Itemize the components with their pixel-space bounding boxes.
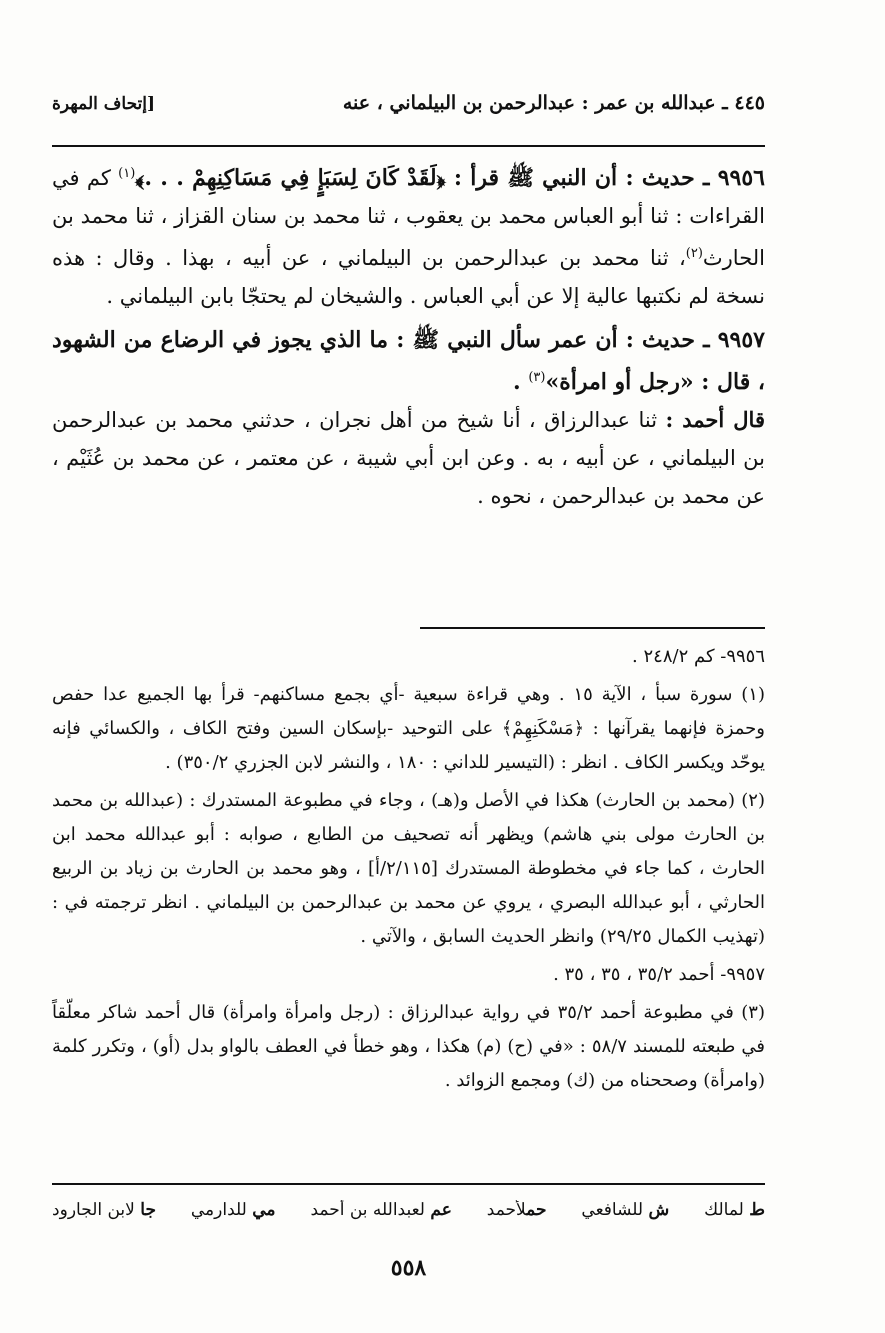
footnote: ٩٩٥٧- أحمد ٣٥/٢ ، ٣٥ ، ٣٥ .	[553, 964, 765, 985]
sigla-item: حملأحمد	[486, 1200, 547, 1220]
book-title: [إتحاف المهرة	[52, 94, 156, 114]
main-text	[52, 155, 765, 515]
hadith-text-block	[52, 401, 765, 515]
footnote-ref: (١)	[118, 166, 136, 181]
footnote: (٢) (محمد بن الحارث) هكذا في الأصل و(هـ) ، وجاء في مطبوعة المستدرك : (عبدالله بن محمد بن الحارث مولى بني هاشم) ويظهر أنه تصحيف من الطابع ، صوابه : أبو عبدالله محمد ابن الحارث ، كما جاء في مخطوطة المستدرك [٢/١١٥/أ] ، وهو محمد بن الحارث بن زياد بن الربيع الحارثي ، أبو عبدالله البصري ، يروي عن محمد بن عبدالرحمن بن البيلماني . انظر ترجمته في : (تهذيب الكمال ٢٩/٢٥) وانظر الحديث السابق ، والآتي .	[52, 790, 765, 947]
footnotes-rule	[420, 627, 765, 629]
footnote-ref: (٣)	[528, 370, 546, 385]
footnote: (٣) في مطبوعة أحمد ٣٥/٢ في رواية عبدالرزاق : (رجل وامرأة وامرأة) قال أحمد شاكر معلّقاً في طبعته للمسند ٥٨/٧ : «في (ح) (م) هكذا ، وهو خطأ في العطف بالواو بدل (أو) ، وتكرر كلمة (وامرأة) وصححناه من (ك) ومجمع الزوائد .	[52, 1002, 766, 1091]
hadith-text: ، ثنا محمد بن عبدالرحمن بن البيلماني ، عن أبيه ، بهذا . وقال : هذه نسخة لم نكتبها عالية إلا عن أبي العباس . والشيخان لم يحتجّا بابن البيلماني .	[52, 246, 765, 308]
source-label: قال أحمد :	[665, 407, 765, 432]
sigla-item: ش للشافعي	[581, 1200, 670, 1220]
hadith-9957	[52, 321, 765, 401]
running-head	[52, 92, 765, 114]
hadith-text: ثنا عبدالرزاق ، أنا شيخ من أهل نجران ، حدثني محمد بن عبدالرحمن بن البيلماني ، عن أبيه ، به . وعن ابن أبي شيبة ، عن معتمر ، عن محمد بن عُثَيْم ، عن محمد بن عبدالرحمن ، نحوه .	[52, 408, 765, 508]
footnote-ref: (٢)	[685, 246, 703, 261]
hadith-9956	[52, 155, 765, 315]
footnotes	[52, 640, 765, 1102]
header-rule	[52, 145, 765, 147]
chapter-title: ٤٤٥ ـ عبدالله بن عمر : عبدالرحمن بن البيلماني ، عنه	[342, 92, 765, 114]
page-number: ٥٥٨	[390, 1255, 427, 1281]
sigla-item: عم لعبدالله بن أحمد	[310, 1200, 452, 1220]
sigla-rule	[52, 1183, 765, 1185]
footnote: ٩٩٥٦- كم ٢٤٨/٢ .	[632, 646, 765, 667]
sigla-item: جا لابن الجارود	[52, 1200, 156, 1220]
hadith-text: كم في القراءات : ثنا أبو العباس محمد بن يعقوب ، ثنا محمد بن سنان القزاز ، ثنا محمد بن الحارث	[52, 166, 765, 270]
footnote: (١) سورة سبأ ، الآية ١٥ . وهي قراءة سبعية -أي بجمع مساكنهم- قرأ بها الجميع عدا حفص وحمزة فإنهما يقرآنها : ﴿مَسْكَنِهِمْ﴾ على التوحيد -بإسكان السين وفتح الكاف ، والكسائي فإنه يوحّد ويكسر الكاف . انظر : (التيسير للداني : ١٨٠ ، والنشر لابن الجزري ٣٥٠/٢) .	[52, 684, 765, 773]
hadith-heading: ٩٩٥٦ ـ حديث : أن النبي ﷺ قرأ : ﴿لَقَدْ كَانَ لِسَبَإٍ فِي مَسَاكِنِهِمْ . . .﴾	[135, 165, 765, 191]
sigla-item: ط لمالك	[704, 1200, 765, 1220]
sigla-item: مي للدارمي	[190, 1200, 276, 1220]
hadith-heading: ٩٩٥٧ ـ حديث : أن عمر سأل النبي ﷺ : ما الذي يجوز في الرضاع من الشهود ، قال : «رجل أو امرأة»	[52, 327, 765, 395]
sigla-key	[52, 1200, 765, 1220]
hadith-heading-tail: .	[513, 369, 529, 395]
